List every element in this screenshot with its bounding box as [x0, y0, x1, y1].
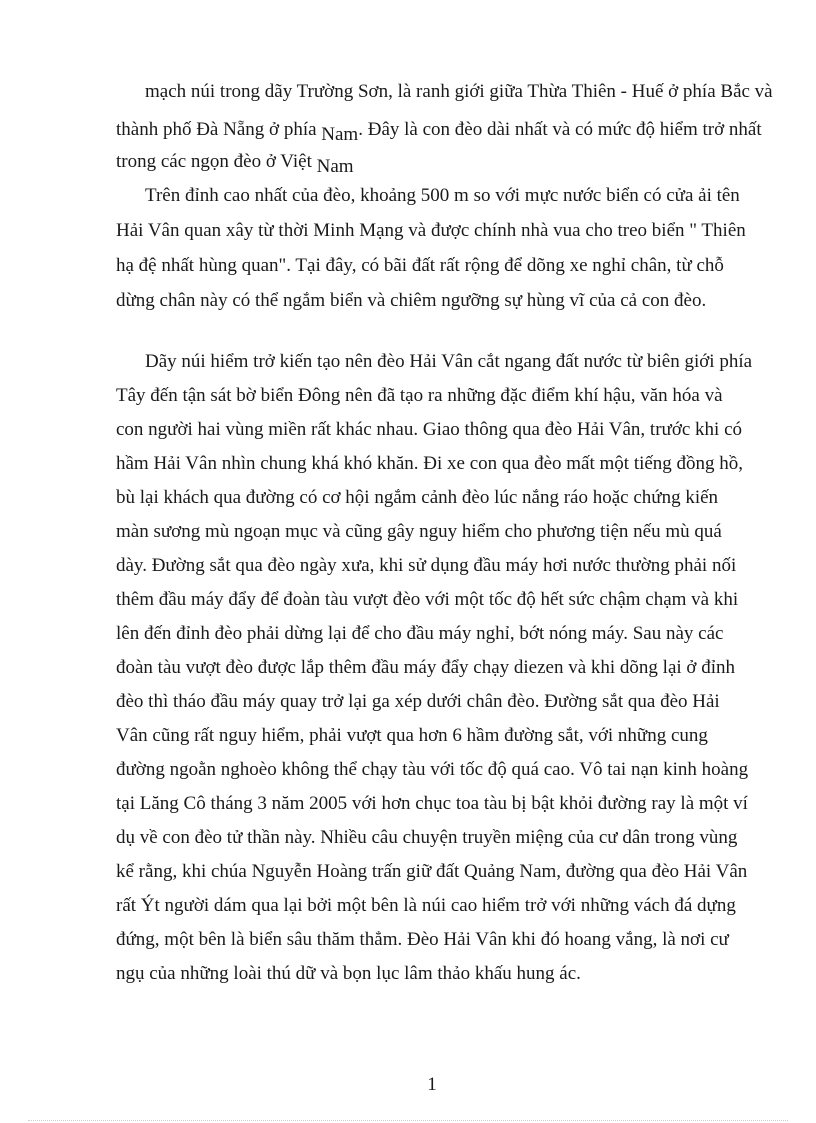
paragraph-2-line-3: hạ đệ nhất hùng quan". Tại đây, có bãi đất rất rộng để dõng xe nghỉ chân, từ chỗ — [116, 255, 724, 276]
paragraph-2-line-4: dừng chân này có thể ngắm biển và chiêm ngưỡng sự hùng vĩ của cả con đèo. — [116, 290, 707, 311]
paragraph-3-line-6: màn sương mù ngoạn mục và cũng gây nguy hiểm cho phương tiện nếu mù quá — [116, 521, 722, 542]
paragraph-3-line-9: lên đến đỉnh đèo phải dừng lại để cho đầu máy nghỉ, bớt nóng máy. Sau này các — [116, 623, 724, 644]
paragraph-1-line-2 — [116, 118, 762, 145]
paragraph-3-line-15: dụ về con đèo tử thần này. Nhiều câu chuyện truyền miệng của cư dân trong vùng — [116, 827, 738, 848]
paragraph-3-line-3: con người hai vùng miền rất khác nhau. Giao thông qua đèo Hải Vân, trước khi có — [116, 419, 743, 440]
text-run-subscript: Nam — [316, 156, 354, 177]
paragraph-2-line-2: Hải Vân quan xây từ thời Minh Mạng và được chính nhà vua cho treo biển " Thiên — [116, 220, 746, 241]
page-bottom-divider — [28, 1120, 788, 1121]
paragraph-3-line-11: đèo thì tháo đầu máy quay trở lại ga xép dưới chân đèo. Đường sắt qua đèo Hải — [116, 691, 720, 712]
paragraph-3-line-10: đoàn tàu vượt đèo được lắp thêm đầu máy đẩy chạy diezen và khi dõng lại ở đỉnh — [116, 657, 735, 678]
text-run: . Đây là con đèo dài nhất và có mức độ hiểm trở nhất — [358, 119, 762, 140]
paragraph-3-line-7: dày. Đường sắt qua đèo ngày xưa, khi sử dụng đầu máy hơi nước thường phải nối — [116, 555, 737, 576]
paragraph-3-line-14: tại Lăng Cô tháng 3 năm 2005 với hơn chục toa tàu bị bật khỏi đường ray là một ví — [116, 793, 748, 814]
paragraph-3-line-1: Dãy núi hiểm trở kiến tạo nên đèo Hải Vân cắt ngang đất nước từ biên giới phía — [145, 351, 753, 372]
text-run-subscript: Nam — [321, 124, 359, 145]
paragraph-3-line-19: ngụ của những loài thú dữ và bọn lục lâm thảo khấu hung ác. — [116, 963, 581, 984]
paragraph-3-line-5: bù lại khách qua đường có cơ hội ngắm cảnh đèo lúc nắng ráo hoặc chứng kiến — [116, 487, 719, 508]
paragraph-3-line-17: rất Ýt người dám qua lại bởi một bên là núi cao hiểm trở với những vách đá dựng — [116, 895, 736, 916]
paragraph-1-line-1: mạch núi trong dãy Trường Sơn, là ranh giới giữa Thừa Thiên - Huế ở phía Bắc và — [145, 81, 773, 102]
paragraph-3-line-12: Vân cũng rất nguy hiểm, phải vượt qua hơn 6 hầm đường sắt, với những cung — [116, 725, 708, 746]
paragraph-3-line-8: thêm đầu máy đẩy để đoàn tàu vượt đèo với một tốc độ hết sức chậm chạm và khi — [116, 589, 739, 610]
text-run: thành phố Đà Nẵng ở phía — [116, 119, 322, 140]
paragraph-3-line-13: đường ngoằn nghoèo không thể chạy tàu với tốc độ quá cao. Vô tai nạn kinh hoàng — [116, 759, 749, 780]
paragraph-3-line-2: Tây đến tận sát bờ biển Đông nên đã tạo ra những đặc điểm khí hậu, văn hóa và — [116, 385, 723, 406]
paragraph-3-line-16: kể rằng, khi chúa Nguyễn Hoàng trấn giữ đất Quảng Nam, đường qua đèo Hải Vân — [116, 861, 748, 882]
paragraph-2-line-1: Trên đỉnh cao nhất của đèo, khoảng 500 m so với mực nước biển có cửa ải tên — [145, 185, 740, 206]
paragraph-1-line-3 — [116, 150, 354, 177]
paragraph-3-line-4: hầm Hải Vân nhìn chung khá khó khăn. Đi xe con qua đèo mất một tiếng đồng hồ, — [116, 453, 744, 474]
text-run: trong các ngọn đèo ở Việt — [116, 151, 317, 172]
page-number: 1 — [427, 1074, 437, 1095]
paragraph-3-line-18: đứng, một bên là biển sâu thăm thẳm. Đèo Hải Vân khi đó hoang vắng, là nơi cư — [116, 929, 729, 950]
